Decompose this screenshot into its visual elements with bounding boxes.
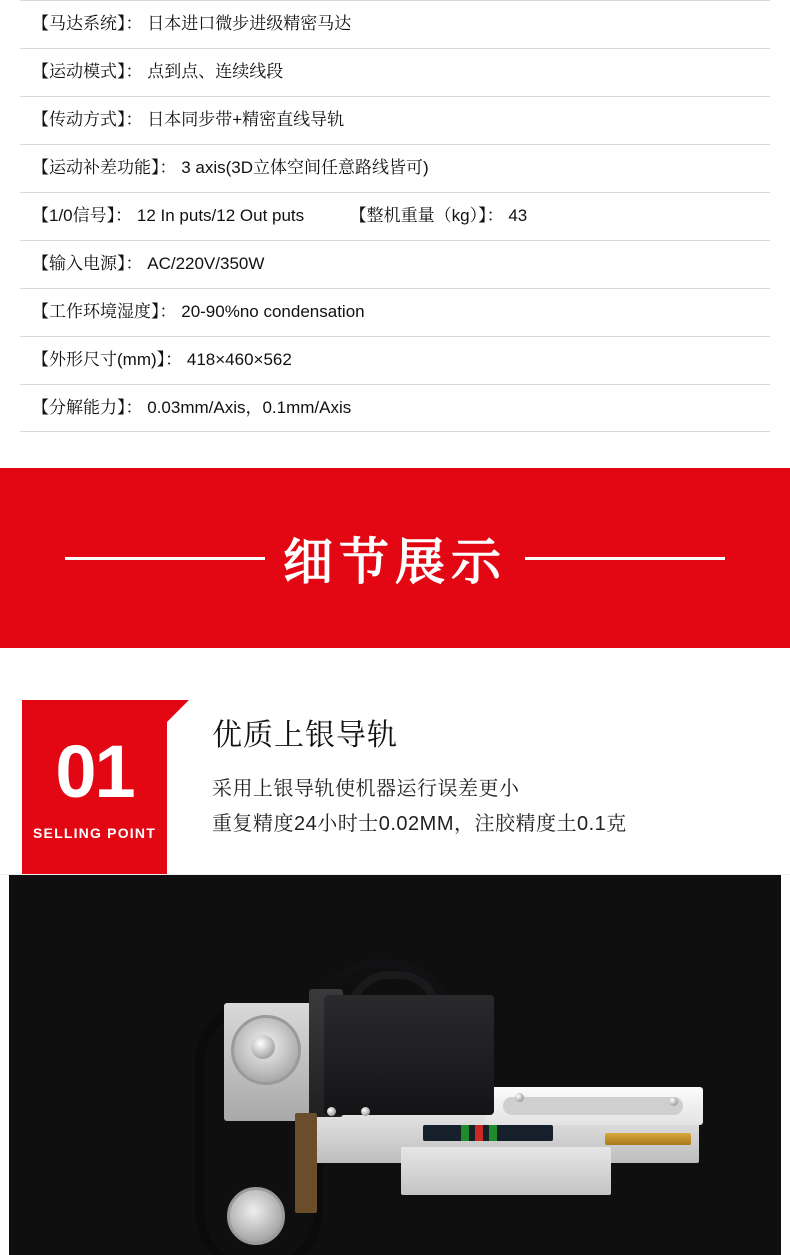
spec-cell (20, 48, 770, 96)
wiring-strip (423, 1125, 553, 1141)
spec-extra-label: 【整机重量（kg）】： (349, 205, 504, 225)
selling-point-text (212, 710, 767, 842)
spec-value: 0.03mm/Axis，0.1mm/Axis (147, 397, 352, 417)
selling-point-heading: 优质上银导轨 (212, 719, 398, 753)
spec-label: 【工作环境湿度】： (32, 301, 177, 321)
spec-cell (20, 192, 770, 240)
table-row (20, 48, 770, 96)
spec-cell (20, 240, 770, 288)
spec-value: 日本同步带+精密直线导轨 (147, 109, 345, 129)
spec-label: 【运动补差功能】： (32, 157, 177, 177)
spec-label: 【运动模式】： (32, 61, 143, 81)
spec-value: AC/220V/350W (147, 253, 265, 273)
spec-table (20, 0, 770, 432)
spec-cell (20, 336, 770, 384)
spec-label: 【输入电源】： (32, 253, 143, 273)
spec-value: 20-90%no condensation (181, 301, 365, 321)
connector-green-1 (461, 1125, 469, 1141)
spec-cell (20, 96, 770, 144)
spec-table-body (20, 1, 770, 432)
spec-value: 日本进口微步进级精密马达 (147, 14, 352, 33)
spec-cell (20, 144, 770, 192)
table-row (20, 144, 770, 192)
table-row (20, 96, 770, 144)
photo-stage (9, 875, 781, 1255)
table-row (20, 1, 770, 49)
selling-point-subtitle: SELLING POINT (33, 824, 156, 841)
table-row (20, 384, 770, 432)
spec-value: 12 In puts/12 Out puts (136, 205, 305, 225)
banner-title: 细节展示 (283, 532, 507, 592)
selling-point-badge (22, 700, 167, 875)
stepper-motor (324, 995, 494, 1115)
table-row (20, 336, 770, 384)
spec-label: 【传动方式】： (32, 109, 143, 129)
rail-slot (503, 1097, 683, 1115)
spec-label: 【1/0信号】： (32, 205, 133, 225)
spec-value: 418×460×562 (186, 349, 292, 369)
photo-left-margin (0, 875, 9, 1255)
banner-inner (0, 522, 790, 594)
selling-point-number: 01 (55, 729, 134, 813)
spec-extra-value: 43 (508, 205, 528, 225)
badge-corner-fold (167, 700, 189, 722)
slider-block (401, 1147, 611, 1195)
selling-point-section (0, 648, 790, 874)
table-row (20, 192, 770, 240)
spec-label: 【分解能力】： (32, 397, 143, 417)
spec-value: 3 axis(3D立体空间任意路线皆可) (181, 157, 429, 177)
spec-cell (20, 384, 770, 432)
connector-red (475, 1125, 483, 1141)
connector-green-2 (489, 1125, 497, 1141)
spec-cell (20, 1, 770, 49)
banner-rule-right (525, 557, 725, 560)
spec-label: 【马达系统】： (32, 14, 143, 33)
section-banner (0, 468, 790, 648)
circuit-board (295, 1113, 317, 1213)
spec-cell (20, 288, 770, 336)
selling-point-line-1: 采用上银导轨使机器运行误差更小 (212, 778, 520, 801)
spec-label: 【外形尺寸(mm)】： (32, 349, 183, 369)
selling-point-line-2: 重复精度24小时士0.02MM，注胶精度土0.1克 (212, 813, 627, 836)
brass-bar (605, 1133, 691, 1145)
banner-rule-left (65, 557, 265, 560)
spec-value: 点到点、连续线段 (147, 61, 284, 81)
table-row (20, 288, 770, 336)
table-row (20, 240, 770, 288)
product-photo (0, 874, 790, 1255)
